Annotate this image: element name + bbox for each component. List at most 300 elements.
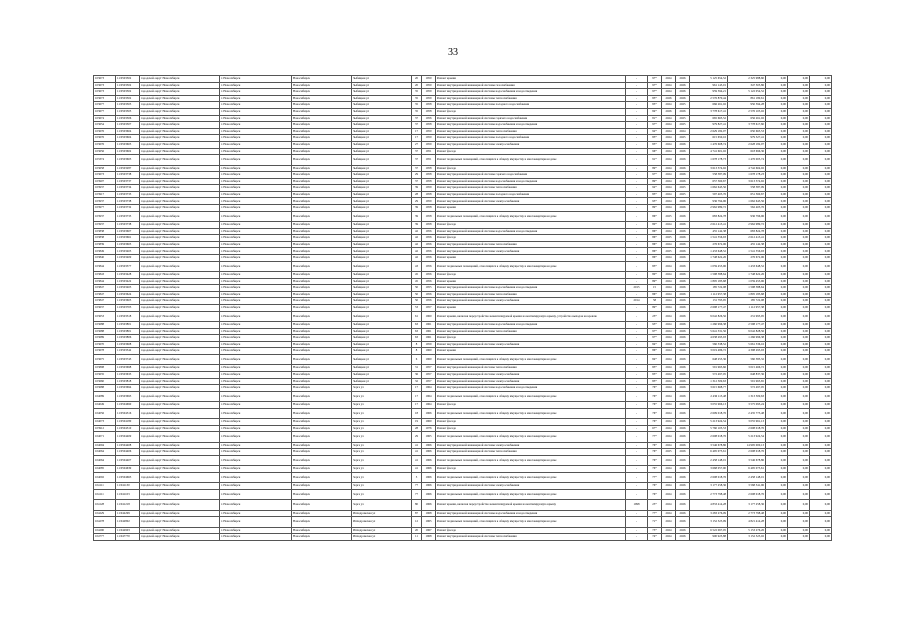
table-cell: 0,00 — [788, 141, 810, 148]
table-cell: 1950 — [422, 128, 436, 135]
table-cell: - — [626, 205, 648, 212]
table-cell: 0,00 — [788, 128, 810, 135]
table-cell: 0,00 — [788, 483, 810, 490]
table-cell: 2 436 113,48 — [690, 391, 728, 401]
table-cell: 276 672,06 — [728, 255, 766, 262]
table-row — [94, 348, 832, 355]
table-cell: 2026 — [676, 261, 690, 271]
table-cell: - — [626, 466, 648, 473]
table-cell: 2026 — [676, 178, 690, 185]
table-row — [94, 298, 832, 305]
table-row — [94, 178, 832, 185]
table-cell: Зыбицкая ул — [352, 278, 412, 285]
table-row — [94, 304, 832, 311]
table-cell: 86* — [648, 348, 662, 355]
table-cell: 3 177 258,36 — [690, 483, 728, 490]
table-cell: 2024 — [662, 419, 676, 426]
table-cell: г. Новосибирск — [220, 82, 292, 89]
table-cell: 2026 — [676, 365, 690, 372]
table-cell: 562 403,76 — [728, 205, 766, 212]
table-cell: 558 387,09 — [728, 185, 766, 192]
table-cell: 93* — [648, 321, 662, 328]
table-cell: 11/0503287 — [116, 165, 140, 172]
table-cell: 0,00 — [766, 328, 788, 335]
table-cell: 2026 — [676, 489, 690, 499]
table-cell: 37 — [412, 155, 422, 165]
table-cell: 0,00 — [810, 222, 832, 229]
table-cell: Новосибирск — [292, 248, 352, 255]
table-cell: г. Новосибирск — [220, 89, 292, 96]
table-cell: 0,00 — [766, 442, 788, 449]
table-cell: 18 — [412, 408, 422, 418]
table-cell: 103658 — [94, 165, 116, 172]
table-row — [94, 378, 832, 385]
table-cell: 103977 — [94, 205, 116, 212]
table-cell: 84* — [648, 341, 662, 348]
table-cell: 0,00 — [766, 272, 788, 279]
table-cell: 104111 — [94, 489, 116, 499]
table-row — [94, 285, 832, 292]
table-cell: 11/0503801 — [116, 328, 140, 335]
table-cell: 2026 — [676, 198, 690, 205]
table-cell: 2025 — [676, 115, 690, 122]
table-cell: г. Новосибирск — [220, 248, 292, 255]
table-cell: 0,00 — [810, 348, 832, 355]
table-cell: 0,00 — [788, 432, 810, 442]
table-cell: 39 — [412, 205, 422, 212]
table-cell: 86* — [648, 248, 662, 255]
table-cell: Зорге ул — [352, 466, 412, 473]
table-cell: 2026 — [676, 95, 690, 102]
table-cell: 2024 — [662, 534, 676, 541]
table-cell: - — [626, 365, 648, 372]
table-cell: 0,00 — [766, 76, 788, 83]
table-cell: 41 — [412, 442, 422, 449]
table-cell: 17 — [412, 385, 422, 392]
table-cell: 656 261,02 — [728, 115, 766, 122]
table-cell: 648 255,36 — [690, 354, 728, 364]
table-cell: 0,00 — [766, 419, 788, 426]
table-cell: 103673 — [94, 172, 116, 179]
table-cell: Зыбицкая ул — [352, 248, 412, 255]
table-cell: 11/0503302 — [116, 76, 140, 83]
table-cell: городской округ Новосибирск — [140, 172, 220, 179]
table-cell: городской округ Новосибирск — [140, 141, 220, 148]
table-cell: Ремонт фасада — [436, 466, 626, 473]
table-cell: 1966 — [422, 449, 436, 456]
table-cell: городской округ Новосибирск — [140, 76, 220, 83]
table-cell: 2024 — [662, 335, 676, 342]
table-cell: 0,00 — [766, 155, 788, 165]
table-cell: 0,00 — [810, 311, 832, 321]
table-cell: 0,00 — [788, 311, 810, 321]
table-cell: 0,00 — [788, 321, 810, 328]
table-row — [94, 385, 832, 392]
table-row — [94, 198, 832, 205]
table-cell: 92* — [648, 185, 662, 192]
table-cell: 2024 — [662, 148, 676, 155]
table-cell: 103678 — [94, 348, 116, 355]
table-cell: городской округ Новосибирск — [140, 419, 220, 426]
table-cell: 4 741 601,02 — [690, 148, 728, 155]
table-cell: 979 327,41 — [728, 135, 766, 142]
table-cell: 11/0504690 — [116, 402, 140, 409]
table-cell: 591 965,65 — [728, 378, 766, 385]
table-cell: 103653 — [94, 311, 116, 321]
table-cell: 0,00 — [766, 449, 788, 456]
table-cell: 0,00 — [810, 335, 832, 342]
table-cell: 2024 — [662, 165, 676, 172]
table-cell: 2024 — [662, 89, 676, 96]
table-cell: 0,00 — [810, 95, 832, 102]
table-cell: Ремонт внутридомовой инженерной системы холодного водоснабжения — [436, 191, 626, 198]
table-cell: г. Новосибирск — [220, 328, 292, 335]
table-cell: Зыбицкая ул — [352, 102, 412, 109]
table-cell: 0,00 — [788, 298, 810, 305]
table-cell: 11/0503818 — [116, 378, 140, 385]
table-cell: Ремонт крыши — [436, 278, 626, 285]
table-cell: 83* — [648, 378, 662, 385]
table-cell: 0,00 — [810, 391, 832, 401]
table-cell: г. Новосибирск — [220, 432, 292, 442]
table-cell: Зыбицкая ул — [352, 285, 412, 292]
table-cell: 0,00 — [810, 76, 832, 83]
table-cell: 0,00 — [766, 455, 788, 465]
table-cell: 0,00 — [766, 408, 788, 418]
table-cell: 45 — [412, 272, 422, 279]
table-cell: 0,00 — [788, 155, 810, 165]
table-cell: 0,00 — [788, 510, 810, 517]
table-cell: городской округ Новосибирск — [140, 255, 220, 262]
table-cell: 11/0504639 — [116, 466, 140, 473]
table-cell: городской округ Новосибирск — [140, 455, 220, 465]
table-cell: - — [626, 185, 648, 192]
table-cell: Ремонт внутридомовой инженерной системы теплоснабжения — [436, 534, 626, 541]
table-cell: 104071 — [94, 432, 116, 442]
table-cell: 2026 — [676, 466, 690, 473]
table-cell: 0,00 — [788, 135, 810, 142]
table-cell: Ремонт внутридомовой инженерной системы электроснабжения — [436, 141, 626, 148]
table-cell: 0,00 — [788, 185, 810, 192]
table-cell: 97* — [648, 76, 662, 83]
table-cell: 0,00 — [788, 255, 810, 262]
table-row — [94, 419, 832, 426]
table-cell: 0,00 — [788, 228, 810, 235]
table-cell: 103660 — [94, 378, 116, 385]
table-cell: 2024 — [662, 115, 676, 122]
table-cell: Зыбицкая ул — [352, 228, 412, 235]
table-cell: 1 476 608,74 — [690, 141, 728, 148]
table-cell: 1966 — [422, 489, 436, 499]
table-cell: Новосибирск — [292, 500, 352, 510]
table-cell: Ремонт фасада — [436, 272, 626, 279]
table-cell: Новосибирск — [292, 122, 352, 129]
table-cell: Ремонт крыши — [436, 348, 626, 355]
table-cell: 11/0503428 — [116, 272, 140, 279]
table-cell: 2026 — [676, 248, 690, 255]
table-cell: городской округ Новосибирск — [140, 517, 220, 527]
table-cell: 50 — [412, 298, 422, 305]
table-cell: г. Новосибирск — [220, 285, 292, 292]
table-cell: 0,00 — [766, 211, 788, 221]
table-cell: 42 — [412, 241, 422, 248]
table-cell: 2024 — [662, 82, 676, 89]
table-cell: 80 — [412, 500, 422, 510]
table-cell: Новосибирск — [292, 489, 352, 499]
table-cell: 20 — [412, 76, 422, 83]
table-cell: Ремонт внутридомовой инженерной системы электроснабжения — [436, 483, 626, 490]
table-cell: 2026 — [676, 517, 690, 527]
table-cell: Новосибирск — [292, 466, 352, 473]
table-cell: Новосибирск — [292, 311, 352, 321]
table-cell: 2 962 989,72 — [690, 205, 728, 212]
table-row — [94, 442, 832, 449]
table-row — [94, 371, 832, 378]
table-cell: 2 576 105,02 — [728, 108, 766, 115]
table-cell: 0,00 — [788, 222, 810, 229]
table-cell: Зыбицкая ул — [352, 235, 412, 242]
table-cell: городской округ Новосибирск — [140, 82, 220, 89]
table-cell: 0,00 — [788, 455, 810, 465]
table-cell: городской округ Новосибирск — [140, 527, 220, 534]
table-cell: Новосибирск — [292, 341, 352, 348]
table-cell: Зыбицкая ул — [352, 378, 412, 385]
table-cell: 2 458 148,01 — [728, 472, 766, 482]
table-cell: 80* — [648, 272, 662, 279]
table-cell: 2026 — [676, 172, 690, 179]
table-cell: 86* — [648, 291, 662, 298]
table-cell: 1958 — [422, 108, 436, 115]
table-cell: 2025 — [676, 102, 690, 109]
table-cell: Ремонт подвальных помещений, относящихся к общему имуществу в многоквартирном доме — [436, 155, 626, 165]
table-cell: 5 125 654,52 — [690, 76, 728, 83]
table-cell: 2024 — [662, 378, 676, 385]
table-cell: - — [626, 341, 648, 348]
table-cell: 2026 — [676, 76, 690, 83]
table-cell: городской округ Новосибирск — [140, 321, 220, 328]
table-cell: 0,00 — [810, 425, 832, 432]
table-cell: 0,00 — [766, 122, 788, 129]
table-cell: Зыбицкая ул — [352, 95, 412, 102]
table-cell: 2025 — [662, 235, 676, 242]
table-cell: 0,00 — [810, 285, 832, 292]
table-cell: Зыбицкая ул — [352, 108, 412, 115]
table-cell: 37 — [412, 178, 422, 185]
table-cell: 2 608 018,76 — [690, 432, 728, 442]
table-cell: 6 495 075,61 — [728, 466, 766, 473]
table-cell: городской округ Новосибирск — [140, 371, 220, 378]
table-cell: - — [626, 222, 648, 229]
table-cell: 0,00 — [788, 472, 810, 482]
table-cell: 2026 — [676, 425, 690, 432]
table-cell: Ремонт фасада — [436, 402, 626, 409]
table-cell: г. Новосибирск — [220, 408, 292, 418]
table-cell: 0,00 — [810, 291, 832, 298]
table-cell: 1 112 957,38 — [690, 291, 728, 298]
table-cell: 1958 — [422, 205, 436, 212]
table-cell: 1958 — [422, 172, 436, 179]
table-cell: г. Новосибирск — [220, 442, 292, 449]
table-cell: - — [626, 517, 648, 527]
table-cell: 3 613 374,92 — [690, 165, 728, 172]
table-cell: 1 433 648,52 — [728, 261, 766, 271]
table-cell: 347 505,86 — [728, 82, 766, 89]
table-cell: 50 — [412, 285, 422, 292]
table-cell: 35 — [412, 89, 422, 96]
table-cell: Ремонт подвальных помещений, относящихся к общему имуществу в многоквартирном доме — [436, 354, 626, 364]
table-cell: 103840 — [94, 255, 116, 262]
table-cell: 84* — [648, 354, 662, 364]
table-cell: 2 612 413,41 — [690, 222, 728, 229]
table-cell: г. Новосибирск — [220, 241, 292, 248]
table-cell: г. Новосибирск — [220, 449, 292, 456]
table-cell: 9 042 826,56 — [690, 311, 728, 321]
table-cell: 618 696,36 — [728, 148, 766, 155]
table-cell: 1961 — [422, 335, 436, 342]
table-cell: Новосибирск — [292, 185, 352, 192]
table-cell: Ремонт крыши — [436, 304, 626, 311]
table-cell: Ремонт крыши — [436, 255, 626, 262]
table-cell: 11/0503307 — [116, 122, 140, 129]
table-cell: 2026 — [676, 354, 690, 364]
table-cell: 0,00 — [788, 248, 810, 255]
table-cell: Ремонт внутридомовой инженерной системы водоснабжения и водоотведения — [436, 228, 626, 235]
table-cell: 2024 — [662, 385, 676, 392]
table-cell: 2026 — [676, 472, 690, 482]
table-cell: 97* — [648, 122, 662, 129]
table-row — [94, 211, 832, 221]
table-cell: - — [626, 278, 648, 285]
table-cell: г. Новосибирск — [220, 472, 292, 482]
table-cell: Ремонт фасада — [436, 419, 626, 426]
table-cell: 11/0503422 — [116, 278, 140, 285]
table-cell: Новосибирск — [292, 191, 352, 198]
table-cell: 0,00 — [766, 483, 788, 490]
table-cell: Зыбицкая ул — [352, 198, 412, 205]
table-cell: городской округ Новосибирск — [140, 298, 220, 305]
table-cell: 5 122 054,52 — [728, 89, 766, 96]
table-cell: г. Новосибирск — [220, 255, 292, 262]
table-cell: 76* — [648, 483, 662, 490]
table-cell: 11/0503603 — [116, 155, 140, 165]
table-cell: Зыбицкая ул — [352, 135, 412, 142]
table-cell: 1956 — [422, 255, 436, 262]
table-cell: Новосибирск — [292, 222, 352, 229]
table-cell: 4 638 295,93 — [690, 335, 728, 342]
table-cell: Новосибирск — [292, 205, 352, 212]
table-cell: Новосибирск — [292, 304, 352, 311]
table-cell: 11/0503738 — [116, 172, 140, 179]
table-cell: 103843 — [94, 272, 116, 279]
table-cell: 683 824,78 — [690, 211, 728, 221]
table-cell: Ремонт подвальных помещений, относящихся к общему имуществу в многоквартирном доме — [436, 455, 626, 465]
table-cell: г. Новосибирск — [220, 95, 292, 102]
table-cell: г. Новосибирск — [220, 278, 292, 285]
table-cell: 89* — [648, 165, 662, 172]
table-cell: 11/0503738 — [116, 198, 140, 205]
table-cell: 2026 — [676, 432, 690, 442]
table-cell: 2024 — [662, 198, 676, 205]
table-cell: 1 313 509,63 — [728, 391, 766, 401]
table-cell: 1 598 388,64 — [728, 285, 766, 292]
table-cell: 0,00 — [766, 341, 788, 348]
table-cell: 77 — [412, 489, 422, 499]
table-cell: 104092 — [94, 472, 116, 482]
table-cell: Зыбицкая ул — [352, 128, 412, 135]
table-row — [94, 255, 832, 262]
table-cell: Зыбицкая ул — [352, 255, 412, 262]
table-cell: 1960 — [422, 419, 436, 426]
table-cell: 0,00 — [810, 178, 832, 185]
table-cell: 1957 — [422, 378, 436, 385]
table-cell: Новосибирск — [292, 178, 352, 185]
table-cell: 0,00 — [810, 272, 832, 279]
table-cell: г. Новосибирск — [220, 141, 292, 148]
table-cell: 2026 — [676, 321, 690, 328]
table-cell: 2026 — [676, 298, 690, 305]
table-row — [94, 425, 832, 432]
table-cell: 103688 — [94, 321, 116, 328]
table-cell: Ремонт внутридомовой инженерной системы теплоснабжения — [436, 328, 626, 335]
table-cell: - — [626, 261, 648, 271]
table-row — [94, 321, 832, 328]
table-cell: 1968 — [422, 534, 436, 541]
table-cell: 2026 — [676, 89, 690, 96]
table-cell: Новосибирск — [292, 228, 352, 235]
table-cell: 0,00 — [810, 228, 832, 235]
table-cell: 3 778 617,41 — [690, 108, 728, 115]
table-cell: 0,00 — [788, 527, 810, 534]
table-cell: Новосибирск — [292, 285, 352, 292]
table-cell: городской округ Новосибирск — [140, 402, 220, 409]
table-cell: 11/0503698 — [116, 365, 140, 372]
table-cell: 2025 — [676, 122, 690, 129]
table-cell: 1958 — [422, 165, 436, 172]
table-cell: 2024 — [662, 321, 676, 328]
table-cell: 11/0503733 — [116, 191, 140, 198]
table-cell: - — [626, 165, 648, 172]
table-cell: 104128 — [94, 500, 116, 510]
table-cell: 1958 — [422, 122, 436, 129]
table-cell: 103847 — [94, 291, 116, 298]
table-cell: 103673 — [94, 95, 116, 102]
table-row — [94, 185, 832, 192]
table-cell: городской округ Новосибирск — [140, 102, 220, 109]
table-cell: 0,00 — [766, 135, 788, 142]
table-cell: - — [626, 348, 648, 355]
table-cell: 11/0504406 — [116, 449, 140, 456]
table-cell: Ремонт фасада — [436, 148, 626, 155]
table-cell: городской округ Новосибирск — [140, 489, 220, 499]
table-cell: 591 963,66 — [690, 365, 728, 372]
table-cell: 3 152 525,99 — [690, 517, 728, 527]
table-cell: 2024 — [676, 128, 690, 135]
table-cell: 19 — [412, 419, 422, 426]
table-cell: 6 — [412, 354, 422, 364]
table-cell: 1958 — [422, 191, 436, 198]
table-cell: 0,00 — [788, 235, 810, 242]
table-cell: 1960 — [422, 354, 436, 364]
table-cell: Новосибирск — [292, 76, 352, 83]
table-row — [94, 365, 832, 372]
table-cell: 2024 — [662, 102, 676, 109]
table-cell: - — [626, 272, 648, 279]
table-cell: 83* — [648, 95, 662, 102]
table-cell: Новосибирск — [292, 172, 352, 179]
table-cell: 1 266 996,38 — [728, 335, 766, 342]
table-cell: Новосибирск — [292, 385, 352, 392]
table-cell: городской округ Новосибирск — [140, 304, 220, 311]
